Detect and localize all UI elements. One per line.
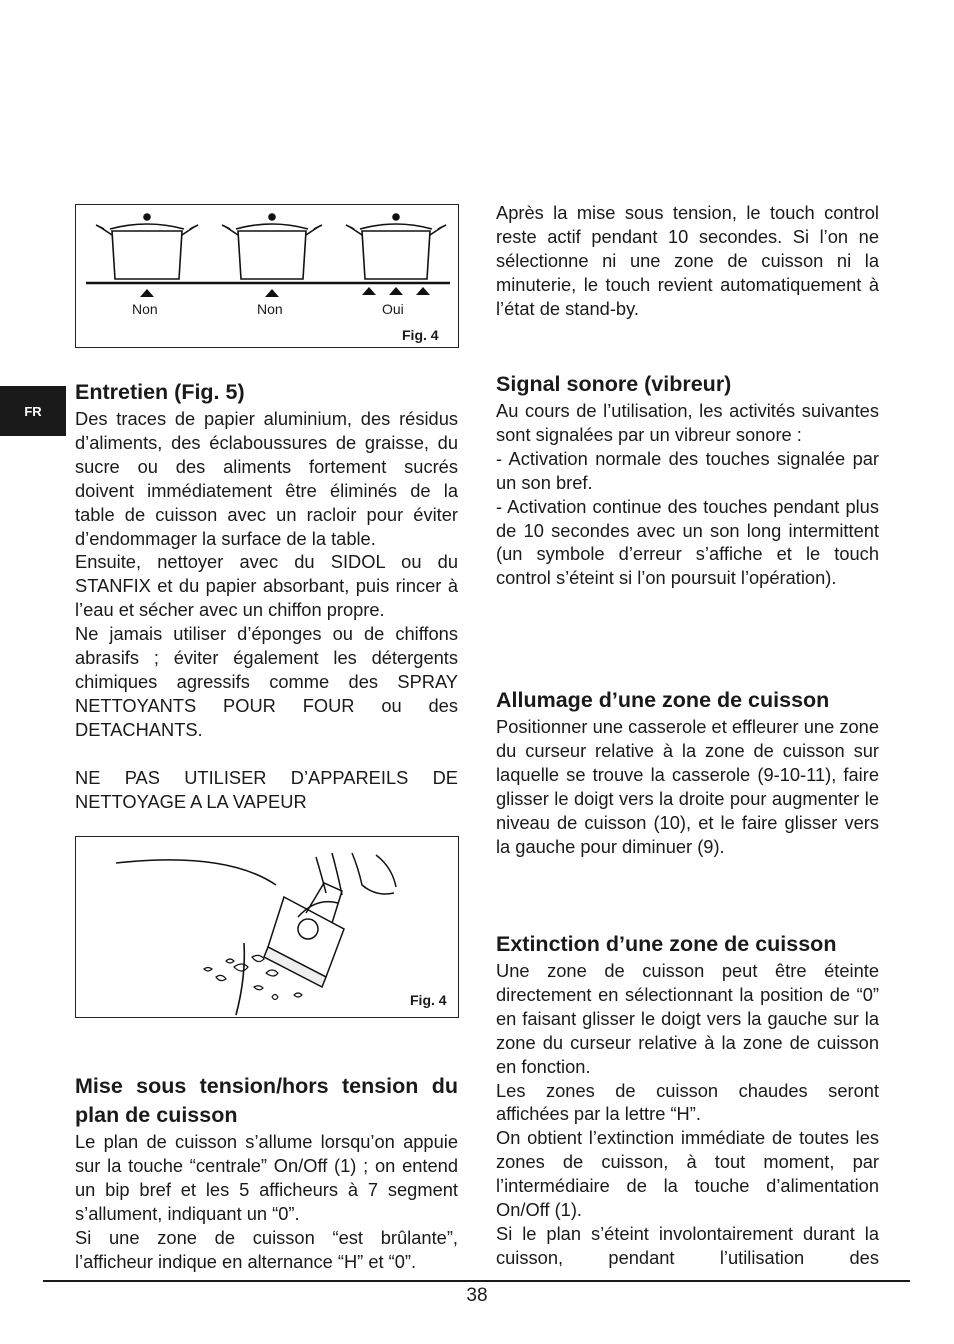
language-tab (0, 386, 66, 436)
paragraph: Au cours de l’utilisation, les activités suivantes sont signalées par un vibreur sonore : (496, 400, 879, 445)
arrow-icon (389, 287, 403, 295)
pot-icon (96, 214, 198, 279)
paragraph: Ne jamais utiliser d’éponges ou de chiffons abrasifs ; éviter également les détergents chimiques agressifs comme des SPRAY NETTOYANTS POUR FOUR ou des DETACHANTS. (75, 623, 458, 740)
figure-scraper (75, 836, 459, 1018)
pot-caption: Non (257, 301, 283, 317)
arrow-icon (416, 287, 430, 295)
section-entretien (75, 378, 458, 814)
section-extinction (496, 930, 879, 1270)
intro-right (496, 201, 879, 321)
paragraph: Positionner une casserole et effleurer une zone du curseur relative à la zone de cuisson sur laquelle se trouve la casserole (9-10-11), faire glisser le doigt vers la droite pour augmenter le niveau de cuisson (10), et le faire glisser vers la gauche pour diminuer (9). (496, 716, 879, 857)
language-tab-label: FR (24, 403, 42, 419)
section-title: Extinction d’une zone de cuisson (496, 932, 837, 956)
paragraph: Après la mise sous tension, le touch control reste actif pendant 10 secondes. Si l’on ne sélectionne ni une zone de cuisson ni la minuterie, le touch revient automatiquement à l’état de stand-by. (496, 202, 879, 319)
scraper-illustration (76, 837, 458, 1017)
paragraph: On obtient l’extinction immédiate de toutes les zones de cuisson, à tout moment, par l’intermédiaire de la touche d’alimentation On/Off (1). (496, 1127, 879, 1221)
pot-icon (222, 214, 322, 279)
paragraph: Une zone de cuisson peut être éteinte directement en sélectionnant la position de “0” en faisant glisser le doigt vers la gauche sur la zone du curseur relative à la zone de cuisson en fonction. (496, 960, 879, 1077)
pot-caption: Non (132, 301, 158, 317)
pots-illustration (76, 205, 458, 347)
section-title: Entretien (Fig. 5) (75, 380, 245, 404)
footer-rule (43, 1280, 910, 1282)
paragraph: Ensuite, nettoyer avec du SIDOL ou du STANFIX et du papier absorbant, puis rincer à l’eau et sécher avec un chiffon propre. (75, 551, 458, 621)
pot-icon (346, 214, 446, 279)
figure-label: Fig. 4 (410, 992, 447, 1008)
section-title: Allumage d’une zone de cuisson (496, 688, 830, 712)
paragraph: - Activation normale des touches signalée par un son bref. (496, 447, 879, 493)
figure-pots (75, 204, 459, 348)
paragraph: Des traces de papier aluminium, des résidus d’aliments, des éclaboussures de graisse, du sucre ou des aliments fortement sucrés doivent immédiatement être éliminés de la table de cuisson avec un racloir pour éviter d’endommager la surface de la table. (75, 408, 458, 549)
page-number: 38 (466, 1285, 488, 1306)
figure-label: Fig. 4 (402, 327, 439, 343)
section-allumage (496, 686, 879, 858)
pot-caption: Oui (382, 301, 404, 317)
section-title: Signal sonore (vibreur) (496, 372, 732, 396)
arrow-icon (362, 287, 376, 295)
arrow-icon (140, 289, 154, 297)
paragraph: NE PAS UTILISER D’APPAREILS DE NETTOYAGE A LA VAPEUR (75, 766, 458, 812)
paragraph: - Activation continue des touches pendant plus de 10 secondes avec un son long intermittent (un symbole d’erreur s’affiche et le touch control s’éteint si l’on poursuit l’opération). (496, 495, 879, 589)
section-title: Mise sous tension/hors tension du plan de cuisson (75, 1074, 458, 1127)
paragraph: Le plan de cuisson s’allume lorsqu’on appuie sur la touche “centrale” On/Off (1) ; on entend un bip bref et les 5 afficheurs à 7 segment s’allument, indiquant un “0”. (75, 1131, 458, 1224)
paragraph: Si le plan s’éteint involontairement durant la cuisson, pendant l’utilisation des (496, 1222, 879, 1268)
arrow-icon (265, 289, 279, 297)
paragraph: Si une zone de cuisson “est brûlante”, l’afficheur indique en alternance “H” et “0”. (75, 1226, 458, 1272)
section-mise-sous-tension (75, 1072, 458, 1273)
paragraph: Les zones de cuisson chaudes seront affichées par la lettre “H”. (496, 1079, 879, 1125)
section-signal-sonore (496, 370, 879, 590)
